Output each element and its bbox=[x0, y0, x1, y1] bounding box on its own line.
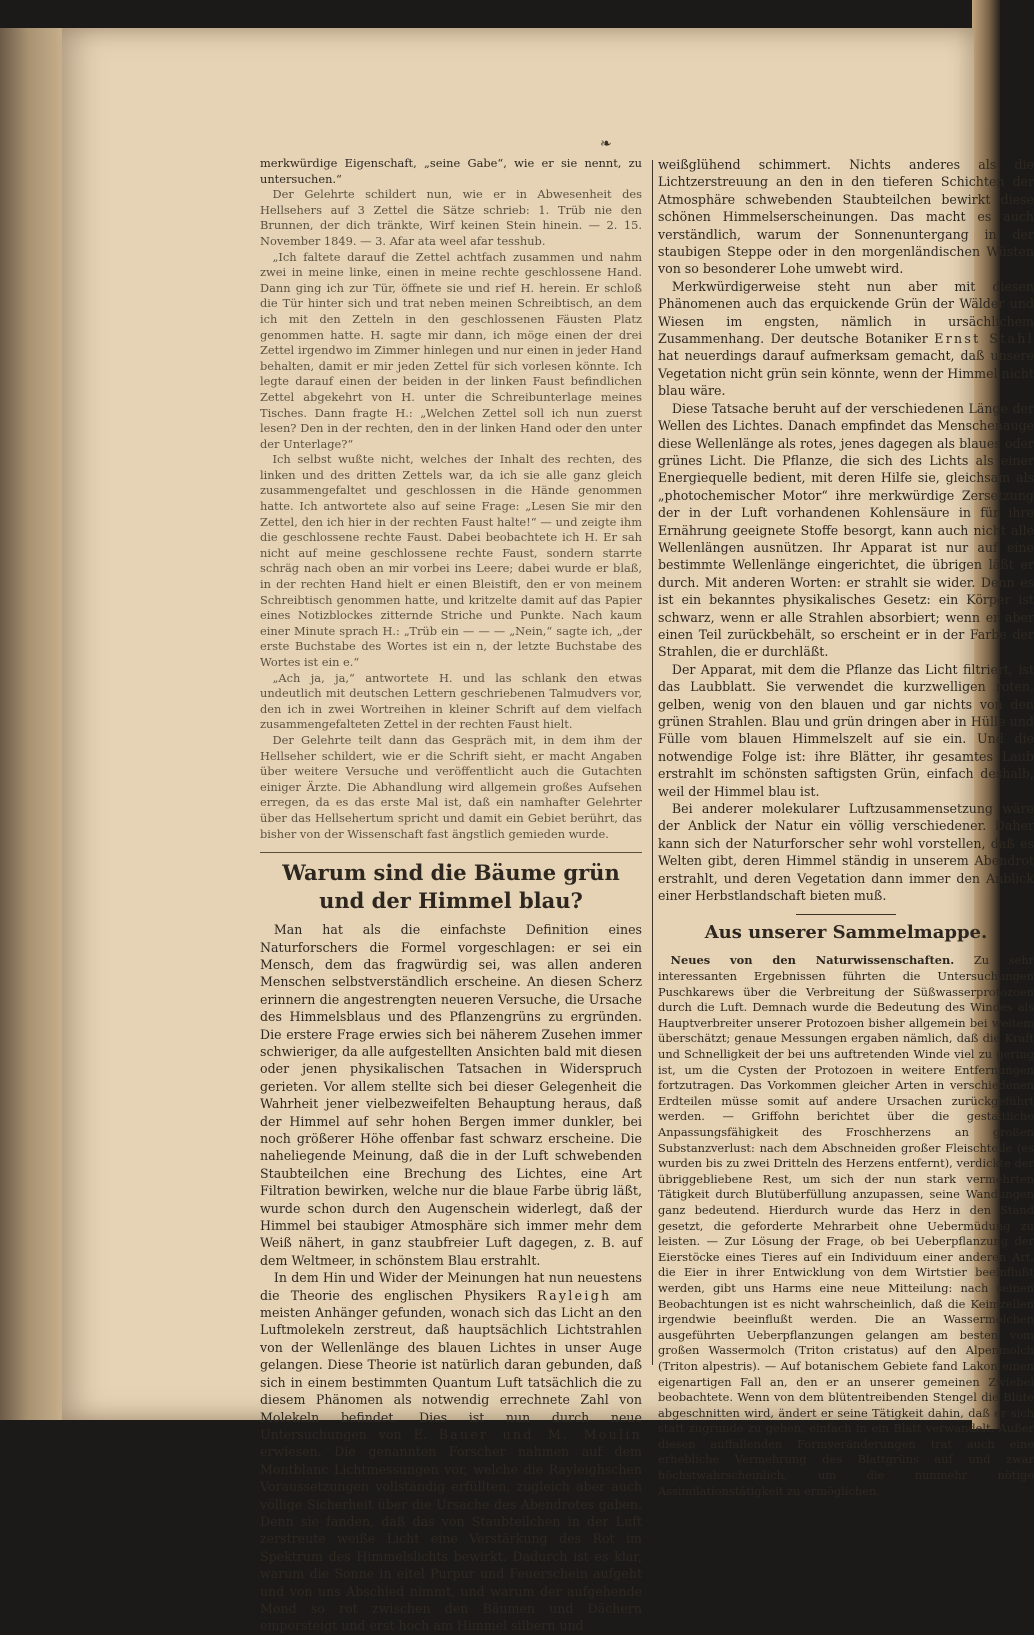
quote-paragraph-2: „Ich faltete darauf die Zettel achtfach zusammen und nahm zwei in meine linke, einen in meine rechte geschlossene Hand. Dann ging ich zur Tür, öffnete sie und rief H. herein. Er schloß die Tür hinter sich und trat neben meinen Schreibtisch, an dem ich mit den Zetteln in den geschlossenen Fäusten Platz genommen hatte. H. sagte mir dann, ich möge einen der drei Zettel irgendwo im Zimmer hinlegen und nur einen in jeder Hand behalten, damit er mir jeden Zettel für sich vorlesen könnte. Ich legte darauf einen der beiden in der linken Faust befindlichen Zettel abgekehrt von H. unter die Schreibunterlage meines Tisches. Dann fragte H.: „Welchen Zettel soll ich nun zuerst lesen? Den in der rechten, den in der linken Hand oder den unter der Unterlage?“ bbox=[260, 249, 642, 451]
researchers-names: Bauer und M. Moulin bbox=[438, 1426, 643, 1442]
article-paragraph-5: Diese Tatsache beruht auf der verschiedenen Länge der Wellen des Lichtes. Danach empfindet das Menschenauge diese Wellenlänge als rotes, jenes dagegen als blaues oder grünes Licht. Die Pflanze, die sich des Lichts als einer Energiequelle bedient, mit deren Hilfe sie, gleichsam als „photochemischer Motor“ ihre merkwürdige Zersetzung der in der Luft vorhandenen Kohlensäure in für ihre Ernährung geeignete Stoffe besorgt, kann auch nicht alle Wellenlängen ausnützen. Ihr Apparat ist nur auf eine bestimmte Wellenlänge eingerichtet, die übrigen läßt er durch. Mit anderen Worten: er strahlt sie wider. Denn es ist ein bekanntes physikalisches Gesetz: ein Körper ist schwarz, wenn er alle Strahlen absorbiert; wenn er aber einen Teil zurückbehält, so erscheint er in der Farbe der Strahlen, die er durchläßt. bbox=[658, 400, 1034, 660]
botanist-name: Ernst Stahl bbox=[934, 331, 1034, 347]
article-headline: Warum sind die Bäume grün und der Himmel blau? bbox=[260, 852, 642, 915]
book-binding-edge bbox=[0, 28, 64, 1420]
section-rule bbox=[796, 914, 896, 915]
article-paragraph-6: Der Apparat, mit dem die Pflanze das Licht filtriert, ist das Laubblatt. Sie verwendet die kurzwelligen roten, gelben, wenig von den blauen und gar nichts von den grünen Strahlen. Blau und grün dringen aber in Hülle und Fülle vom blauen Himmelszelt auf sie ein. Und die notwendige Folge ist: ihre Blätter, ihr gesamtes Laub erstrahlt im schönsten saftigsten Grün, einfach deshalb, weil der Himmel blau ist. bbox=[658, 661, 1034, 799]
notes-body: Zu sehr interessanten Ergebnissen führten die Untersuchungen Puschkarews über die Verbreitung der Süßwasserprotozoen durch die Luft. Demnach wurde die Bedeutung des Windes als Hauptverbreiter unserer Protozoen bisher allgemein bei weitem überschätzt; genaue Messungen ergaben nämlich, daß die Kraft und Schnelligkeit der bei uns auftretenden Winde viel zu gering ist, um die Cysten der Protozoen in weitere Entfernungen fortzutragen. Das Vorkommen gleicher Arten in verschiedenen Erdteilen müsse somit auf andere Ursachen zurückgeführt werden. — Griffohn berichtet über die gestaltliche Anpassungsfähigkeit des Froschherzens an großen Substanzverlust: nach dem Abschneiden großer Fleischteile (es wurden bis zu zwei Dritteln des Herzens entfernt), verdickte der übriggebliebene Rest, um sich der nun stark vermehrten Tätigkeit durch Blutüberfüllung anzupassen, seine Wandungen ganz bedeutend. Hierdurch wurde das Herz in den Stand gesetzt, die geforderte Mehrarbeit ohne Uebermüdung zu leisten. — Zur Lösung der Frage, ob bei Ueberpflanzung der Eierstöcke eines Tieres auf ein Individuum einer anderen Art, die Eier in ihrer Entwicklung von dem Wirtstier beeinflußt werden, gibt uns Harms eine neue Mitteilung: nach seinen Beobachtungen ist es nicht wahrscheinlich, daß die Keimzellen irgendwie beeinflußt werden. Die an Wassermolchen ausgeführten Ueberpflanzungen gelangen am besten vom großen Wassermolch (Triton cristatus) auf den Alpenmolch (Triton alpestris). — Auf botanischem Gebiete fand Lakon einen eigenartigen Fall an, den er an unserer gemeinen Zwiebel beobachtete. Wenn von dem blütentreibenden Stengel die Blüte abgeschnitten wird, ändert er seine Tätigkeit dahin, daß er sich statt zugrunde zu gehen, einfach in ein Blatt verwandelt. Außer diesen auffallenden Formveränderungen trat auch eine erhebliche Vermehrung des Blattgrüns auf und zwar höchstwahrscheinlich, um die nunmehr nötige Assimilationstätigkeit zu ermöglichen. bbox=[658, 953, 1034, 1498]
ink-mark: ❧ bbox=[600, 136, 612, 152]
article-paragraph-2-part-b: am meisten Anhänger gefunden, wonach sich das Licht an den Luftmolekeln zerstreut, daß hauptsächlich Lichtstrahlen von der Wellenlänge des blauen Lichtes in unser Auge gelangen. Diese Theorie ist natürlich daran gebunden, daß sich in einem bestimmten Quantum Luft tatsächlich die zu diesem Phänomen als notwendig errechnete Zahl von Molekeln befindet. Dies ist nun durch neue Untersuchungen von E. bbox=[260, 1287, 642, 1442]
article-paragraph-4 bbox=[658, 278, 1034, 400]
notes-paragraph bbox=[658, 953, 1034, 1499]
right-column bbox=[658, 156, 1034, 1499]
article-paragraph-3: weißglühend schimmert. Nichts anderes als die Lichtzerstreuung an den in den tieferen Schichten der Atmosphäre schwebenden Staubteilchen bewirkt diese schönen Himmelserscheinungen. Das macht es auch verständlich, warum der Sonnenuntergang in der staubigen Steppe oder in den morgenländischen Wüsten von so besonderer Lohe umwebt wird. bbox=[658, 157, 1034, 277]
left-column bbox=[260, 156, 642, 1635]
intro-text: merkwürdige Eigenschaft, „seine Gabe“, wie er sie nennt, zu untersuchen.“ bbox=[260, 156, 642, 186]
article-paragraph-7: Bei anderer molekularer Luftzusammensetzung wäre der Anblick der Natur ein völlig verschiedener. Daher kann sich der Naturforscher sehr wohl vorstellen, daß es Welten gibt, deren Himmel ständig in unserem Abendrot erstrahlt, und deren Vegetation dann immer den Anblick einer Herbstlandschaft bieten muß. bbox=[658, 801, 1034, 904]
section-headline: Aus unserer Sammelmappe. bbox=[704, 922, 988, 944]
column-divider bbox=[652, 160, 653, 1365]
article-paragraph-1: Man hat als die einfachste Definition eines Naturforschers die Formel vorgeschlagen: er sei ein Mensch, dem das fragwürdig sei, was allen anderen Menschen selbstverständlich erscheine. An diesen Scherz erinnern die angestrengten neueren Versuche, die Ursache des Himmelsblaus und des Pflanzengrüns zu ergründen. Die erstere Frage erwies sich bei näherem Zusehen immer schwieriger, da alle aufgestellten Ansichten bald mit diesen oder jenen physikalischen Tatsachen in Widerspruch gerieten. Vor allem stellte sich bei dieser Gelegenheit die Wahrheit jener vielbezweifelten Behauptung heraus, daß der Himmel auf sehr hohen Bergen immer dunkler, bei noch größerer Höhe offenbar fast schwarz erscheine. Die naheliegende Meinung, daß die in der Luft schwebenden Staubteilchen eine Brechung des Lichtes, eine Art Filtration bewirken, welche nur die blaue Farbe übrig läßt, wurde schon durch den Augenschein widerlegt, daß der Himmel bei staubiger Atmosphäre sich immer mehr dem Weiß nähert, in ganz staubfreier Luft dagegen, z. B. auf dem Weltmeer, in schönstem Blau erstrahlt. bbox=[260, 922, 642, 1268]
newspaper-page bbox=[62, 28, 1034, 1634]
quote-paragraph-4: „Ach ja, ja,“ antwortete H. und las schlank den etwas undeutlich mit deutschen Lettern geschriebenen Talmudvers vor, den ich in zwei Wortreihen in kleiner Schrift auf dem vielfach zusammengefalteten Zettel in der rechten Faust hielt. bbox=[260, 670, 642, 732]
article-paragraph-4-part-b: hat neuerdings darauf aufmerksam gemacht, daß unsere Vegetation nicht grün sein könnte, wenn der Himmel nicht blau wäre. bbox=[658, 348, 1034, 399]
article-paragraph-2-part-a: In dem Hin und Wider der Meinungen hat nun neuestens die Theorie des englischen Physikers bbox=[260, 1270, 642, 1303]
article-paragraph-2 bbox=[260, 1269, 642, 1635]
physicist-name: Rayleigh bbox=[537, 1287, 612, 1303]
article-paragraph-2-part-c: erwiesen. Die genannten Forscher nahmen auf dem Montblanc Lichtmessungen vor, welche die Rayleighschen Voraussetzungen vollständig erfüllten, zugleich aber auch völlige Sicherheit über die Ursache des Abendrotes gaben. Denn sie fanden, daß das von Staubteilchen in der Luft zerstreute weiße Licht eine Verstärkung des Rot im Spektrum des Himmelslichts bewirkt. Dadurch ist es klar, warum die Sonne in eitel Purpur und Feuerschein aufgeht und von uns Abschied nimmt, und warum der aufgehende Mond so rot zwischen den Bäumen und Dächern emporsteigt und erst hoch am Himmel silbern und bbox=[260, 1444, 642, 1634]
quote-paragraph-5: Der Gelehrte teilt dann das Gespräch mit, in dem ihm der Hellseher schildert, wie er die Schrift sieht, er macht Angaben über weitere Versuche und veröffentlicht auch die Gutachten einiger Ärzte. Die Abhandlung wird allgemein großes Aufsehen erregen, da es das erste Mal ist, daß ein namhafter Gelehrter über das Hellsehertum spricht und damit ein Gebiet berührt, das bisher von der Wissenschaft fast ängstlich gemieden wurde. bbox=[260, 732, 642, 841]
quote-paragraph-3: Ich selbst wußte nicht, welches der Inhalt des rechten, des linken und des dritten Zettels war, da ich sie alle ganz gleich zusammengefaltet und geschlossen in die Hände genommen hatte. Ich antwortete also auf seine Frage: „Lesen Sie mir den Zettel, den ich hier in der rechten Faust halte!“ — und zeigte ihm die geschlossene rechte Faust. Dabei beobachtete ich H. Er sah nicht auf meine geschlossene rechte Faust, sondern starrte schräg nach oben an mir vorbei ins Leere; dabei wurde er blaß, in der rechten Hand hielt er einen Bleistift, den er von meinem Schreibtisch genommen hatte, und kritzelte damit auf das Papier eines Notizblockes zitternde Striche und Punkte. Nach kaum einer Minute sprach H.: „Trüb ein — — — „Nein,“ sagte ich, „der erste Buchstabe des Wortes ist ein n, der letzte Buchstabe des Wortes ist ein e.“ bbox=[260, 452, 642, 669]
article-paragraph-4-part-a: Merkwürdigerweise steht nun aber mit diesen Phänomenen auch das erquickende Grün der Wälder und Wiesen im engsten, nämlich in ursächlichem Zusammenhang. Der deutsche Botaniker bbox=[658, 278, 1034, 347]
notes-lead: Neues von den Naturwissenschaften. bbox=[670, 953, 955, 968]
quote-paragraph-1: Der Gelehrte schildert nun, wie er in Abwesenheit des Hellsehers auf 3 Zettel die Sätze schrieb: 1. Trüb nie den Brunnen, der dich tränkte, Wirf keinen Stein hinein. — 2. 15. November 1849. — 3. Afar ata weel afar tesshub. bbox=[260, 187, 642, 248]
